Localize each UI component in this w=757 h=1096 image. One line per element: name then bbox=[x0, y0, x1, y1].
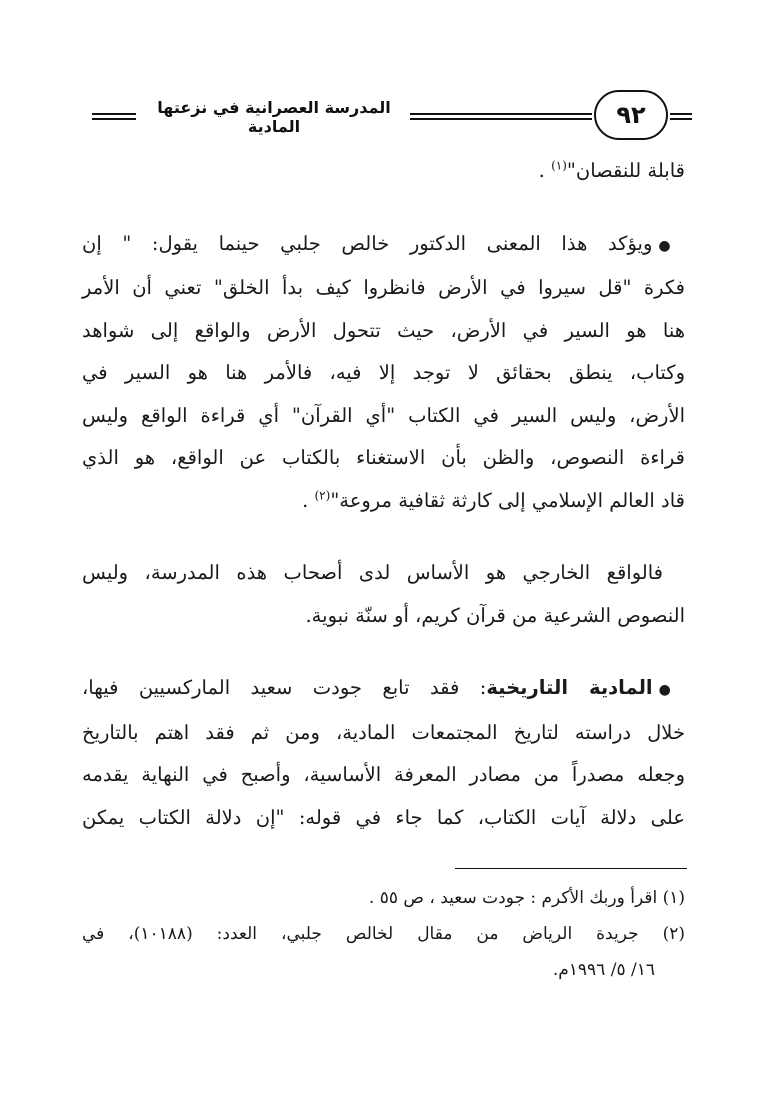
bullet-icon: ● bbox=[658, 237, 685, 254]
text-line: فالواقع الخارجي هو الأساس لدى أصحاب هذه المدرسة، وليس bbox=[82, 561, 663, 584]
text-line: قراءة النصوص، والظن بأن الاستغناء بالكتاب عن الواقع، هو الذي bbox=[82, 446, 685, 469]
footnote-separator bbox=[455, 868, 687, 869]
text-line: ●المادية التاريخية: فقد تابع جودت سعيد الماركسيين فيها، bbox=[82, 676, 685, 699]
text-line: فكرة "قل سيروا في الأرض فانظروا كيف بدأ الخلق" تعني أن الأمر bbox=[82, 276, 685, 299]
paragraph-historical-materialism bbox=[82, 667, 685, 839]
paragraph-continuation bbox=[82, 150, 685, 193]
footnote-ref: (٢) bbox=[314, 488, 331, 502]
text-line: هنا هو السير في الأرض، حيث تتحول الأرض والواقع إلى شواهد bbox=[82, 318, 685, 342]
text-line: الأرض، وليس السير في الكتاب "أي القرآن" أي قراءة الواقع وليس bbox=[82, 403, 685, 427]
footnote-2-continuation: ١٦/ ٥/ ١٩٩٦م. bbox=[552, 960, 655, 980]
text-line: وكتاب، ينطق بحقائق لا توجد إلا فيه، فالأمر هنا هو السير في bbox=[82, 361, 685, 384]
text-line: وجعله مصدراً من مصادر المعرفة الأساسية، وأصبح في النهاية يقدمه bbox=[82, 763, 685, 786]
header-rule bbox=[670, 118, 692, 120]
main-text bbox=[82, 150, 685, 839]
section-heading: المادية التاريخية bbox=[486, 676, 653, 699]
header-rule bbox=[92, 118, 136, 120]
paragraph-external-reality bbox=[82, 552, 685, 637]
running-title: المدرسة العصرانية في نزعتها المادية bbox=[157, 98, 391, 136]
footnote-2: (٢) جريدة الرياض من مقال لخالص جلبي، العدد: (١٠١٨٨)، في bbox=[82, 924, 685, 944]
page-number-badge bbox=[594, 90, 668, 140]
text-line: على دلالة آيات الكتاب، كما جاء في قوله: "إن دلالة الكتاب يمكن bbox=[82, 805, 685, 829]
footnote-1: (١) اقرأ وربك الأكرم : جودت سعيد ، ص ٥٥ . bbox=[368, 888, 685, 908]
text-line: خلال دراسته لتاريخ المجتمعات المادية، ومن ثم فقد اهتم بالتاريخ bbox=[82, 720, 685, 744]
footnote-ref: (١) bbox=[551, 158, 567, 173]
header-rule bbox=[670, 113, 692, 115]
header-rule bbox=[92, 113, 136, 115]
footnotes bbox=[82, 880, 685, 988]
header-rule bbox=[410, 113, 592, 115]
bullet-icon: ● bbox=[658, 682, 685, 698]
text-line: قابلة للنقصان"$^{(١)}$ . bbox=[538, 158, 685, 182]
text-line: ●ويؤكد هذا المعنى الدكتور خالص جلبي حينما يقول: " إن bbox=[82, 231, 685, 255]
text-line: قاد العالم الإسلامي إلى كارثة ثقافية مروعة"$^{(٢)}$ . bbox=[302, 488, 685, 512]
page-number: ٩٢ bbox=[616, 101, 646, 129]
page-header bbox=[92, 88, 692, 150]
paragraph-jalabi-quote bbox=[82, 223, 685, 523]
text-line: النصوص الشرعية من قرآن كريم، أو سنّة نبوية. bbox=[305, 603, 685, 627]
header-rule bbox=[410, 118, 592, 120]
